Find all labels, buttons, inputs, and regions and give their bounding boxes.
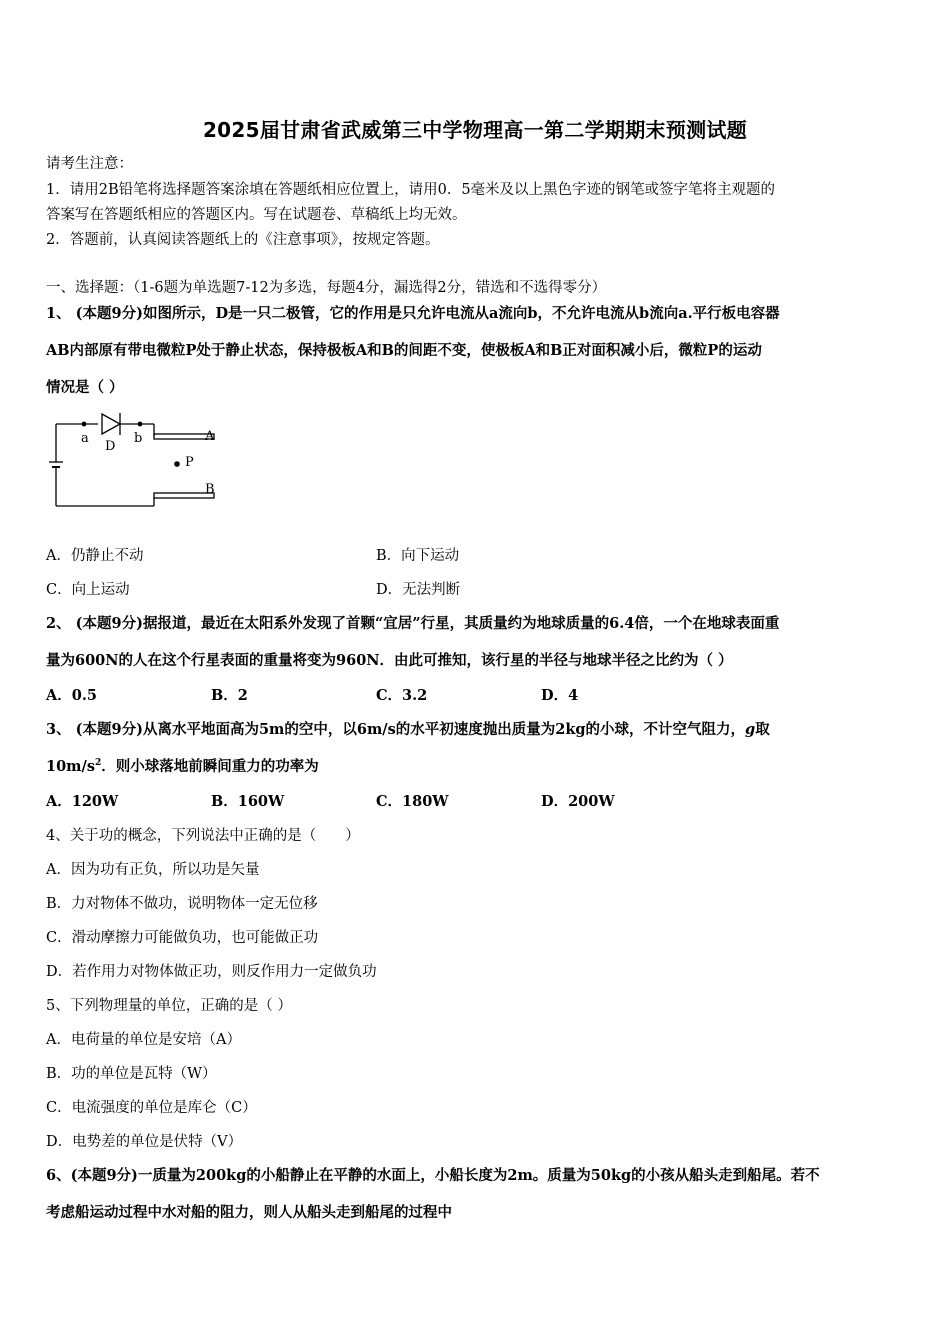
question-1-line-3: 情况是（ ）	[46, 379, 124, 396]
question-2-option-d: D．4	[541, 687, 579, 704]
question-4-stem: 4、关于功的概念，下列说法中正确的是（ ）	[46, 828, 360, 844]
question-4-option-d: D．若作用力对物体做正功，则反作用力一定做负功	[46, 964, 377, 980]
question-1-option-d: D．无法判断	[376, 582, 461, 598]
question-2-option-b: B．2	[211, 687, 248, 704]
question-3-line-1-end: 取	[755, 721, 770, 738]
question-2-option-a: A．0.5	[46, 687, 97, 704]
circuit-diagram	[46, 404, 226, 514]
particle-p	[174, 461, 180, 467]
question-4-option-b: B．力对物体不做功，说明物体一定无位移	[46, 896, 318, 912]
question-5-stem: 5、下列物理量的单位，正确的是（ ）	[46, 998, 292, 1014]
junction-b	[138, 422, 143, 427]
label-plate-a: A	[205, 429, 215, 444]
question-1-option-c: C．向上运动	[46, 582, 130, 598]
page-title: 2025届甘肃省武威第三中学物理高一第二学期期末预测试题	[202, 118, 748, 142]
label-b: b	[134, 431, 143, 446]
question-6-line-2: 考虑船运动过程中水对船的阻力，则人从船头走到船尾的过程中	[46, 1204, 452, 1221]
question-3-option-a: A．120W	[46, 793, 119, 810]
notice-item-1-line-1: 1．请用2B铅笔将选择题答案涂填在答题纸相应位置上，请用0．5毫米及以上黑色字迹的钢笔或签字笔将主观题的	[46, 182, 776, 198]
notice-heading: 请考生注意：	[46, 156, 133, 172]
label-p: P	[185, 455, 194, 470]
section-heading: 一、选择题：（1-6题为单选题7-12为多选，每题4分，漏选得2分，错选和不选得零分）	[46, 280, 607, 296]
question-5-option-b: B．功的单位是瓦特（W）	[46, 1066, 217, 1082]
junction-a	[82, 422, 87, 427]
label-plate-b: B	[205, 482, 215, 497]
question-5-option-d: D．电势差的单位是伏特（V）	[46, 1134, 243, 1150]
question-2-line-1: 2、 (本题9分)据报道，最近在太阳系外发现了首颗“宜居”行星，其质量约为地球质量的6.4倍，一个在地球表面重	[46, 615, 780, 632]
question-6-line-1: 6、(本题9分)一质量为200kg的小船静止在平静的水面上，小船长度为2m。质量为50kg的小孩从船头走到船尾。若不	[46, 1167, 820, 1184]
question-2-line-2: 量为600N的人在这个行星表面的重量将变为960N．由此可推知，该行星的半径与地球半径之比约为（ ）	[46, 652, 733, 669]
question-4-option-c: C．滑动摩擦力可能做负功，也可能做正功	[46, 930, 319, 946]
question-3-value: 10m/s	[46, 758, 95, 775]
question-4-option-a: A．因为功有正负，所以功是矢量	[46, 862, 260, 878]
question-2-option-c: C．3.2	[376, 687, 428, 704]
question-5-option-a: A．电荷量的单位是安培（A）	[46, 1032, 241, 1048]
question-3-option-c: C．180W	[376, 793, 449, 810]
question-3-exponent: 2	[94, 758, 102, 769]
question-5-option-c: C．电流强度的单位是库仑（C）	[46, 1100, 257, 1116]
gravity-symbol: g	[745, 721, 756, 738]
question-1-option-a: A．仍静止不动	[46, 548, 144, 564]
question-1-line-2: AB内部原有带电微粒P处于静止状态，保持极板A和B的间距不变，使极板A和B正对面积减小后，微粒P的运动	[46, 342, 762, 359]
question-3-line-1-text: 3、 (本题9分)从离水平地面高为5m的空中，以6m/s的水平初速度抛出质量为2kg的小球，不计空气阻力，	[46, 721, 746, 738]
question-3-option-b: B．160W	[211, 793, 285, 810]
question-3-line-2	[46, 755, 319, 776]
question-1-line-1: 1、 (本题9分)如图所示，D是一只二极管，它的作用是只允许电流从a流向b，不允许电流从b流向a.平行板电容器	[46, 305, 780, 322]
notice-item-1-line-2: 答案写在答题纸相应的答题区内。写在试题卷、草稿纸上均无效。	[46, 207, 467, 223]
question-3-option-d: D．200W	[541, 793, 615, 810]
question-3-line-2-text: ．则小球落地前瞬间重力的功率为	[101, 758, 319, 775]
label-a: a	[81, 431, 89, 446]
label-d: D	[105, 439, 116, 454]
question-1-option-b: B．向下运动	[376, 548, 460, 564]
question-3-line-1	[46, 718, 770, 739]
notice-item-2: 2．答题前，认真阅读答题纸上的《注意事项》，按规定答题。	[46, 232, 440, 248]
diode-symbol	[102, 414, 120, 434]
